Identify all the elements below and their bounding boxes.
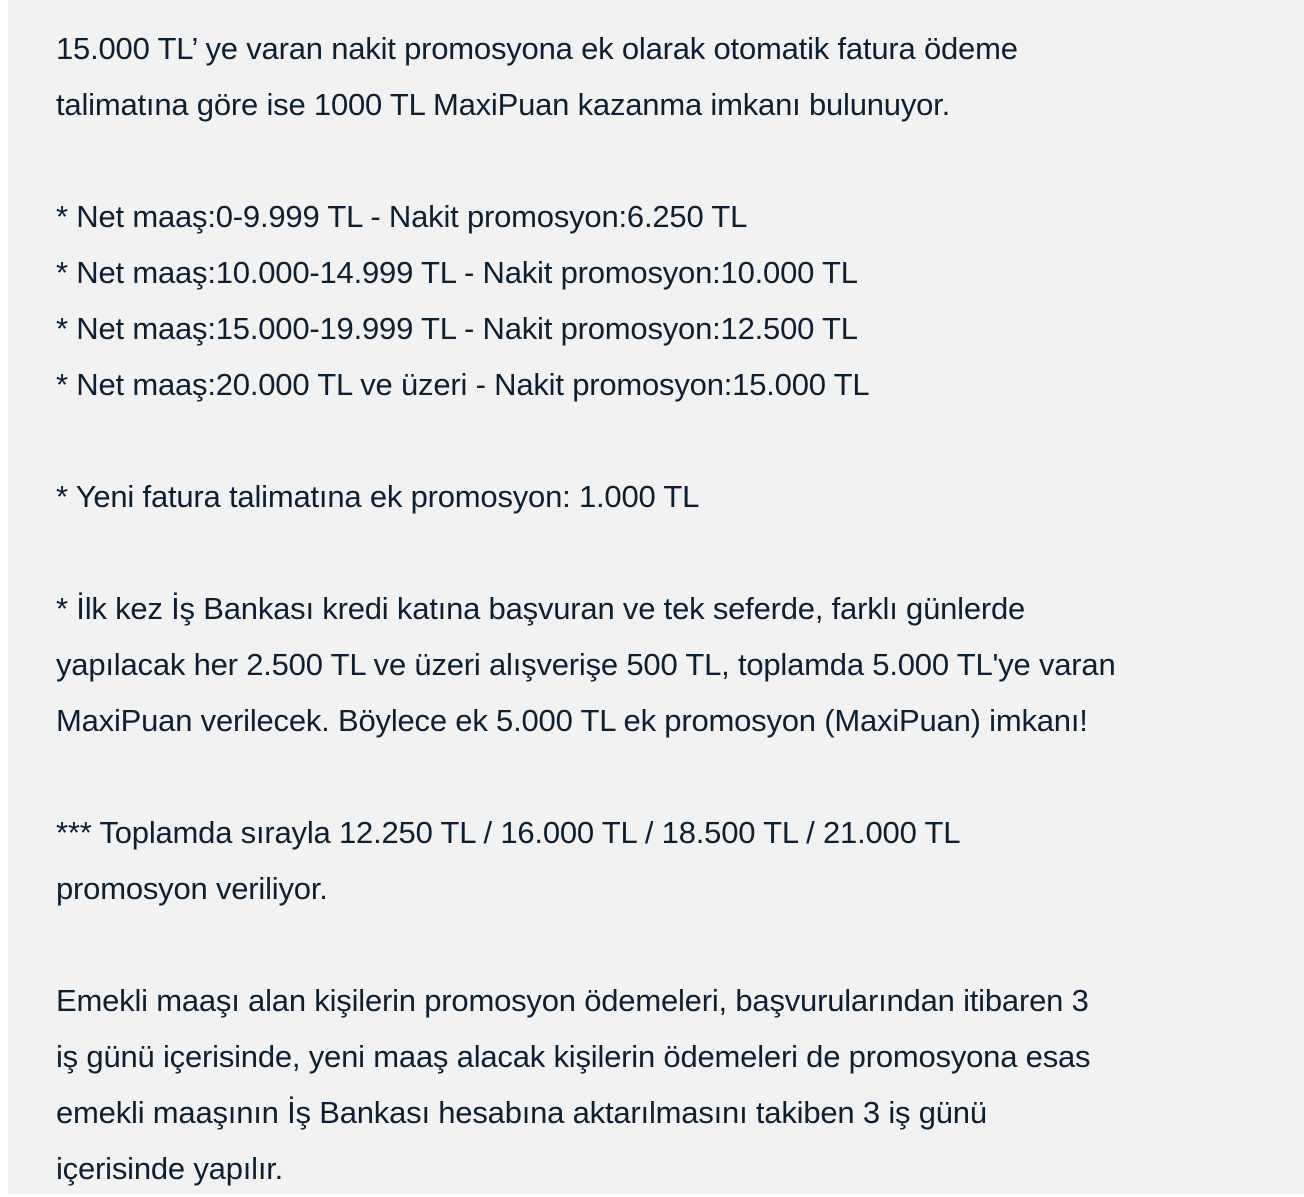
text-line: *** Toplamda sırayla 12.250 TL / 16.000 TL / 18.500 TL / 21.000 TL: [56, 815, 961, 850]
invoice-bonus-note: * Yeni fatura talimatına ek promosyon: 1.000 TL: [56, 479, 700, 514]
article-panel: [8, 0, 1304, 1194]
tier-item: * Net maaş:10.000-14.999 TL - Nakit promosyon:10.000 TL: [56, 255, 858, 290]
salary-tier-list: [56, 189, 1296, 413]
text-line: talimatına göre ise 1000 TL MaxiPuan kazanma imkanı bulunuyor.: [56, 87, 951, 122]
text-line: yapılacak her 2.500 TL ve üzeri alışverişe 500 TL, toplamda 5.000 TL'ye varan: [56, 647, 1116, 682]
tier-item: * Net maaş:20.000 TL ve üzeri - Nakit promosyon:15.000 TL: [56, 367, 870, 402]
article-body: [56, 21, 1296, 1197]
text-line: * İlk kez İş Bankası kredi katına başvuran ve tek seferde, farklı günlerde: [56, 591, 1026, 626]
text-line: MaxiPuan verilecek. Böylece ek 5.000 TL ek promosyon (MaxiPuan) imkanı!: [56, 703, 1088, 738]
text-line: emekli maaşının İş Bankası hesabına aktarılmasını takiben 3 iş günü: [56, 1095, 987, 1130]
payment-info-paragraph: [56, 973, 1296, 1197]
intro-paragraph: [56, 21, 1296, 133]
text-line: Emekli maaşı alan kişilerin promosyon ödemeleri, başvurularından itibaren 3: [56, 983, 1089, 1018]
totals-paragraph: [56, 805, 1296, 917]
card-bonus-paragraph: [56, 581, 1296, 749]
tier-item: * Net maaş:15.000-19.999 TL - Nakit promosyon:12.500 TL: [56, 311, 858, 346]
text-line: iş günü içerisinde, yeni maaş alacak kişilerin ödemeleri de promosyona esas: [56, 1039, 1091, 1074]
text-line: içerisinde yapılır.: [56, 1151, 284, 1186]
text-line: 15.000 TL’ ye varan nakit promosyona ek olarak otomatik fatura ödeme: [56, 31, 1018, 66]
tier-item: * Net maaş:0-9.999 TL - Nakit promosyon:6.250 TL: [56, 199, 748, 234]
text-line: promosyon veriliyor.: [56, 871, 328, 906]
